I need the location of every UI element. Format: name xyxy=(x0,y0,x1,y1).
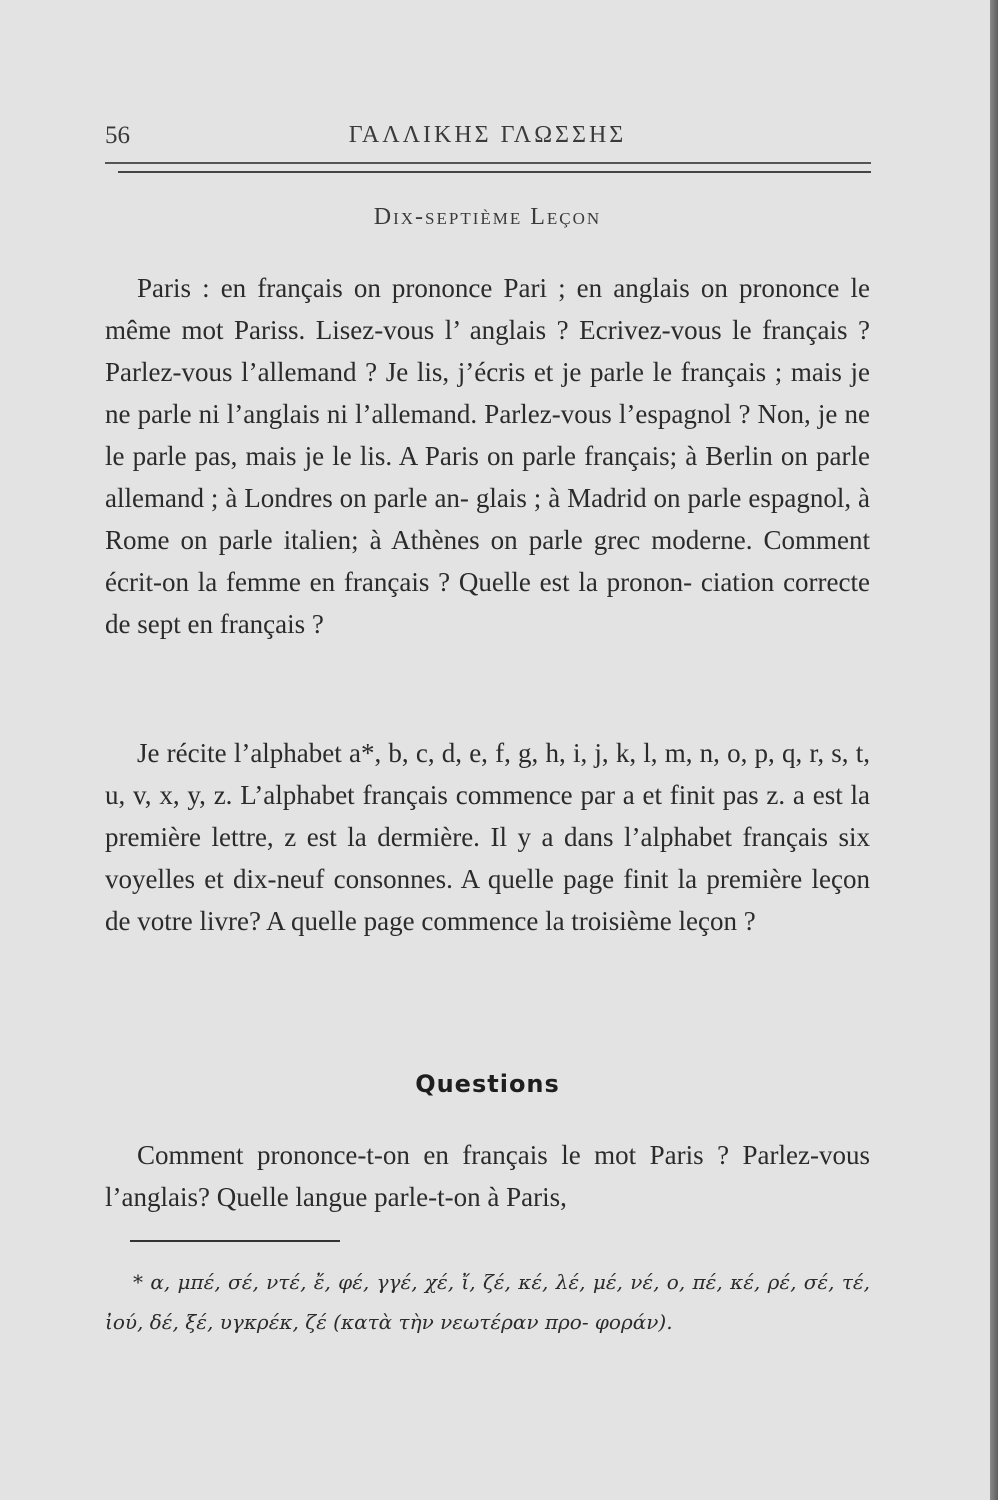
questions-paragraph: Comment prononce-t-on en français le mot Paris ? Parlez-vous l’anglais? Quelle langue parle-t-on à Paris, xyxy=(105,1140,870,1212)
lesson-paragraph-1: Paris : en français on prononce Pari ; en anglais on prononce le même mot Pariss. Lisez-vous l’ anglais ? Ecrivez-vous le français ? Parlez-vous l’allemand ? Je lis, j’écris et je parle le français ; mais je ne parle ni l’anglais ni l’allemand. Parlez-vous l’espagnol ? Non, je ne le parle pas, mais je le lis. A Paris on parle français; à Berlin on parle allemand ; à Londres on parle an- glais ; à Madrid on parle espagnol, à Rome on parle italien; à Athènes on parle grec moderne. Comment écrit-on la femme en français ? Quelle est la pronon- ciation correcte de sept en français ? xyxy=(105,273,870,639)
footnote: * α, μπέ, σέ, ντέ, ἔ, φέ, γγέ, χέ, ἴ, ζέ, κέ, λέ, μέ, νέ, ο, πέ, κέ, ρέ, σέ, τέ, ἰού, δέ, ξέ, υγκρέκ, ζέ (κατὰ τὴν νεωτέραν προ- φοράν). xyxy=(105,1270,870,1334)
page-number: 56 xyxy=(105,122,130,149)
header-rule-top xyxy=(105,162,871,164)
header-rule-bottom xyxy=(118,171,871,173)
page-edge xyxy=(990,0,998,1500)
lesson-paragraph-2: Je récite l’alphabet a*, b, c, d, e, f, g, h, i, j, k, l, m, n, o, p, q, r, s, t, u, v, x, y, z. L’alphabet français commence par a et finit pas z. a est la première lettre, z est la dermière. Il y a dans l’alphabet français six voyelles et dix-neuf consonnes. A quelle page finit la première leçon de votre livre? A quelle page commence la troisième leçon ? xyxy=(105,738,870,936)
page-header xyxy=(105,122,870,152)
lesson-title: Dix-septième Leçon xyxy=(373,204,602,230)
footnote-rule xyxy=(130,1240,340,1242)
questions-heading: Questions xyxy=(415,1070,560,1098)
running-head: ΓΑΛΛΙΚΗΣ ΓΛΩΣΣΗΣ xyxy=(348,122,627,148)
